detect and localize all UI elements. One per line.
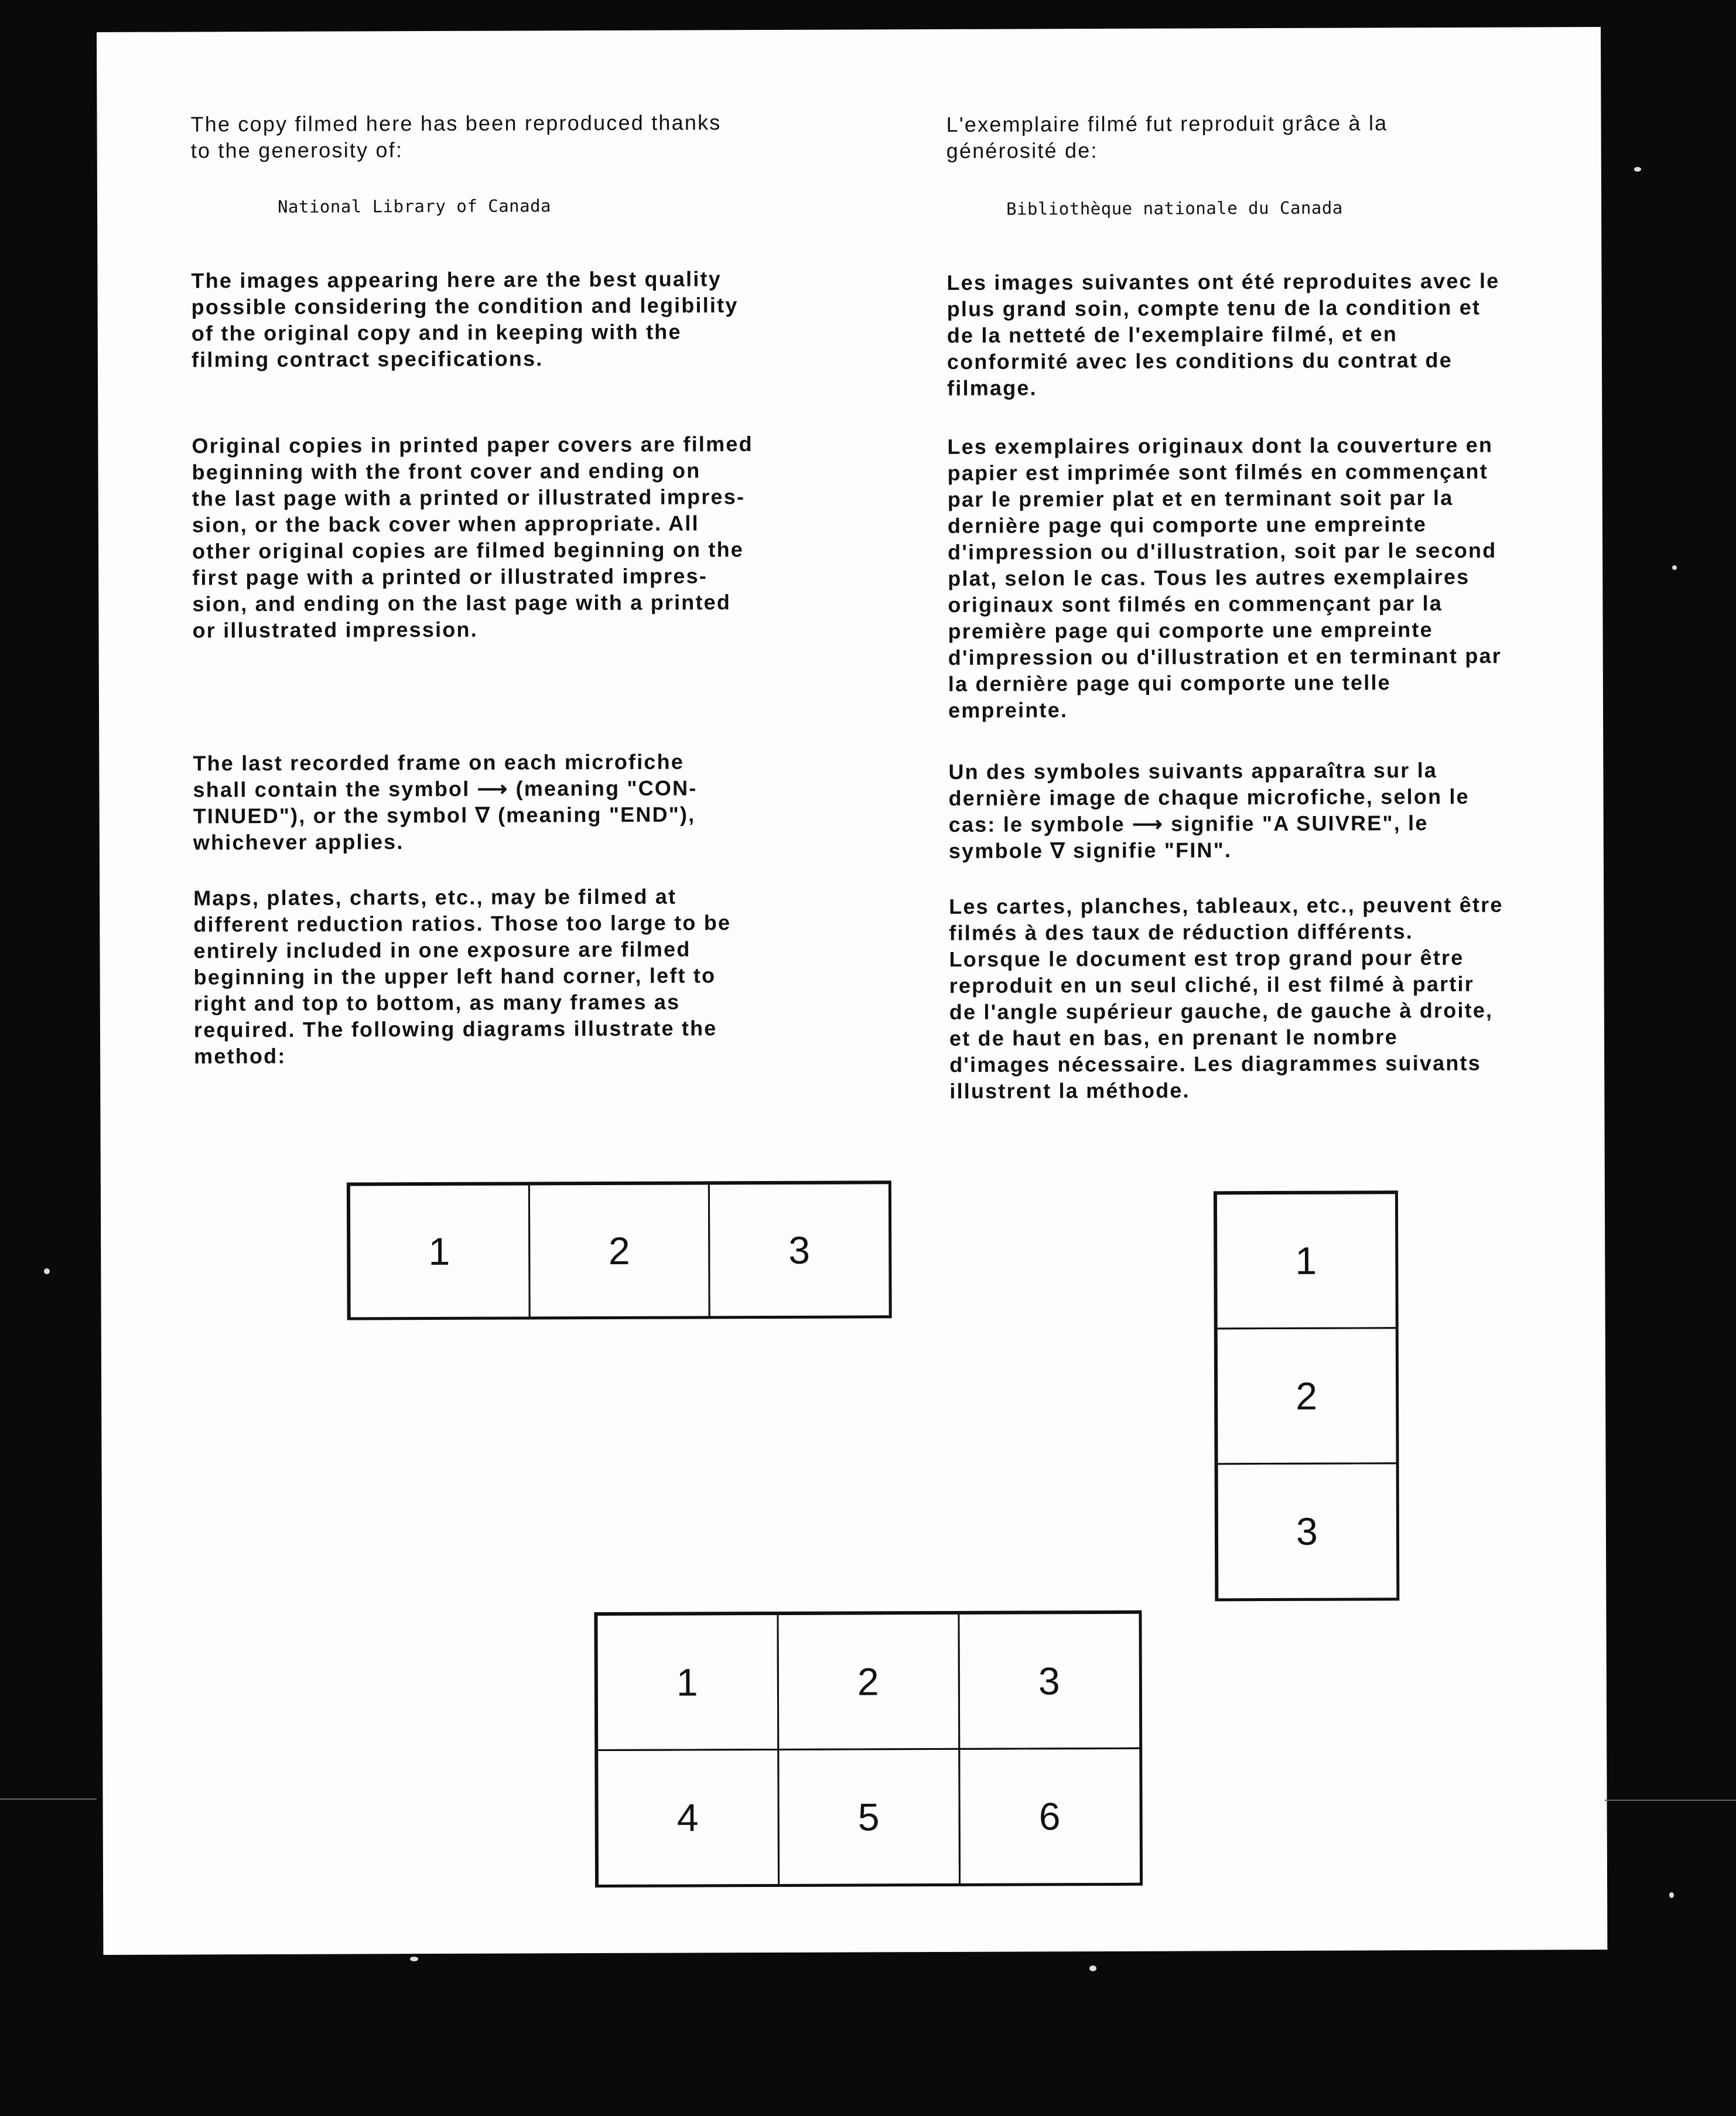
en-acknowledgement: The copy filmed here has been reproduced thanks to the generosity of: (190, 110, 722, 163)
diagram-vertical-cell: 1 (1215, 1192, 1397, 1330)
english-column (190, 109, 815, 1070)
diagram-vertical (1214, 1190, 1399, 1601)
fr-maps-paragraph: Les cartes, planches, tableaux, etc., peuvent être filmés à des taux de réduction différents. Lorsque le document est trop grand pour être reproduit en un seul cliché, il est filmé à partir de l'angle supérieur gauche, de gauche à droite, et de haut en bas, en prenant le nombre d'images nécessaire. Les diagrammes suivants illustrent la méthode. (949, 892, 1503, 1103)
en-symbols-paragraph: The last recorded frame on each microfiche shall contain the symbol ⟶ (meaning "CON- TINUED"), or the symbol ∇ (meaning "END"), whichever applies. (193, 749, 698, 855)
diagram-grid (594, 1610, 1143, 1888)
french-column (946, 109, 1547, 1104)
diagram-grid-cell: 5 (777, 1748, 961, 1885)
scan-line-artifact (0, 1798, 97, 1800)
en-maps-paragraph: Maps, plates, charts, etc., may be filmed at different reduction ratios. Those too large to be entirely included in one exposure are filmed beginning in the upper left hand corner, left to right and top to bottom, as many frames as required. The following diagrams illustrate the method: (193, 884, 732, 1069)
diagram-horizontal (347, 1180, 892, 1320)
dust-speck (410, 1957, 418, 1961)
fr-symbols-paragraph: Un des symboles suivants apparaîtra sur la dernière image de chaque microfiche, selon le cas: le symbole ⟶ signifie "A SUIVRE", le symbole ∇ signifie "FIN". (948, 758, 1470, 863)
en-quality-paragraph: The images appearing here are the best quality possible considering the condition and legibility of the original copy and in keeping with the filming contract specifications. (191, 267, 739, 372)
diagram-grid-cell: 4 (596, 1748, 780, 1886)
diagram-vertical-cell: 2 (1215, 1327, 1397, 1465)
diagram-grid-cell: 1 (596, 1613, 779, 1750)
en-institution: National Library of Canada (277, 196, 552, 217)
diagram-horizontal-cell: 1 (348, 1183, 530, 1319)
fr-covers-paragraph: Les exemplaires originaux dont la couverture en papier est imprimée sont filmés en commençant par le premier plat et en terminant soit par la dernière page qui comporte une empreinte d'impression ou d'illustration, soit par le second plat, selon le cas. Tous les autres exemplaires originaux sont filmés en commençant par la première page qui comporte une empreinte d'impression ou d'illustration et en terminant par la dernière page qui comporte une telle empreinte. (947, 432, 1502, 722)
diagram-grid-cell: 3 (958, 1612, 1141, 1749)
diagram-grid-cell: 6 (958, 1747, 1142, 1885)
fr-acknowledgement: L'exemplaire filmé fut reproduit grâce à la générosité de: (946, 111, 1388, 163)
dust-speck (44, 1268, 50, 1274)
diagram-horizontal-cell: 2 (528, 1183, 710, 1318)
en-covers-paragraph: Original copies in printed paper covers are filmed beginning with the front cover and ending on the last page with a printed or illustrated impres- sion, or the back cover when appropriate. All other original copies are filmed beginning on the first page with a printed or illustrated impres- sion, and ending on the last page with a printed or illustrated impression. (192, 432, 753, 643)
dust-speck (1089, 1965, 1096, 1971)
scan-line-artifact (1605, 1800, 1736, 1801)
diagram-horizontal-cell: 3 (708, 1182, 890, 1318)
diagram-grid-cell: 2 (777, 1612, 960, 1750)
diagram-vertical-cell: 3 (1216, 1462, 1398, 1600)
dust-speck (1669, 1892, 1674, 1898)
document-page (97, 27, 1607, 1955)
dust-speck (1672, 565, 1677, 570)
fr-quality-paragraph: Les images suivantes ont été reproduites avec le plus grand soin, compte tenu de la condition et de la netteté de l'exemplaire filmé, et en conformité avec les conditions du contrat de filmage. (946, 268, 1500, 400)
dust-speck (1634, 167, 1641, 172)
fr-institution: Bibliothèque nationale du Canada (1006, 197, 1343, 219)
